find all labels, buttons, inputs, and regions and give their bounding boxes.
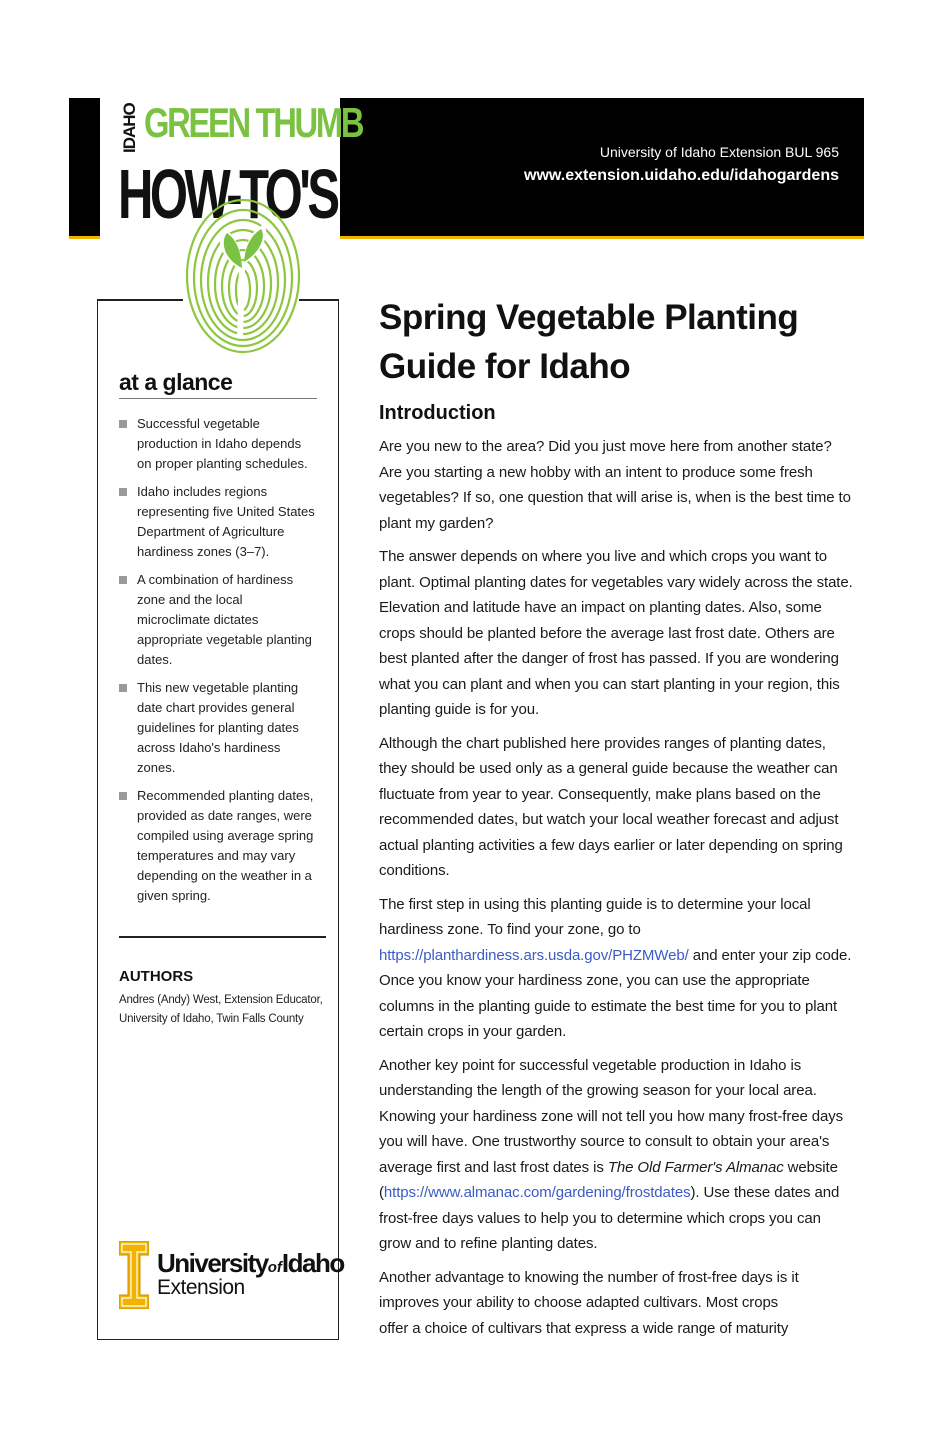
at-a-glance-heading: at a glance [119, 369, 233, 395]
list-item: Successful vegetable production in Idaho depends on proper planting schedules. [119, 414, 319, 474]
header-bar-left [69, 98, 100, 236]
university-name: UniversityofIdaho [157, 1248, 344, 1278]
paragraph: Although the chart published here provides ranges of planting dates, they should be used only as a general guide because the weather can fluctuate from year to year. Consequently, make plans based on the recommended dates, but watch your local weather forecast and adjust actual planting activities a few days earlier or later depending on spring conditions. [379, 734, 843, 879]
body-text [379, 434, 855, 1349]
list-item: Idaho includes regions representing five United States Department of Agriculture hardiness zones (3–7). [119, 482, 319, 562]
almanac-frost-dates-link[interactable]: https://www.almanac.com/gardening/frostdates [383, 1184, 691, 1201]
university-of-idaho-extension-logo [119, 1241, 344, 1311]
authors-text: Andres (Andy) West, Extension Educator, University of Idaho, Twin Falls County [119, 994, 323, 1025]
logo-howtos-text: HOW-TO'S [118, 155, 337, 233]
almanac-title: The Old Farmer's Almanac [607, 1158, 784, 1176]
sidebar-top-border-left [97, 299, 183, 301]
paragraph: Another key point for successful vegetable production in Idaho is understanding the length of the growing season for your local area. Knowing your hardiness zone will not tell you how many frost-free days you will have. One trustworthy source to consult to obtain your area's average first and last frost dates is The Old Farmer's Almanac website (https://www.almanac.com/gardening/frostdates). Use these dates and frost-free days values to help you to determine which crops you can grow and to refine planting dates. [379, 1056, 844, 1252]
list-item: A combination of hardiness zone and the local microclimate dictates appropriate vegetable planting dates. [119, 570, 319, 670]
list-item: This new vegetable planting date chart provides general guidelines for planting dates across Idaho's hardiness zones. [119, 678, 319, 778]
authors-heading: AUTHORS [119, 968, 194, 985]
header-url[interactable]: www.extension.uidaho.edu/idahogardens [524, 167, 839, 184]
bulletin-number: University of Idaho Extension BUL 965 [599, 144, 839, 160]
page-title: Spring Vegetable Planting Guide for Idaho [379, 298, 799, 386]
list-item: Recommended planting dates, provided as date ranges, were compiled using average spring temperatures and may vary depending on the weather in a given spring. [119, 786, 319, 906]
at-a-glance-list [119, 414, 319, 914]
square-bullet-icon [119, 420, 127, 428]
logo-green-thumb-text: GREEN THUMB [144, 99, 363, 146]
at-a-glance-rule [119, 398, 317, 399]
header-gold-rule-left [69, 236, 100, 239]
logo-idaho-text: IDAHO [120, 103, 139, 153]
square-bullet-icon [119, 792, 127, 800]
introduction-heading: Introduction [379, 402, 496, 424]
paragraph: Are you new to the area? Did you just move here from another state? Are you starting a new hobby with an intent to produce some fresh vegetables? If so, one question that will arise is, when is the best time to plant my garden? [379, 438, 851, 532]
square-bullet-icon [119, 576, 127, 584]
sidebar-top-border-right [299, 299, 339, 301]
idaho-i-icon [119, 1241, 149, 1309]
plant-hardiness-link[interactable]: https://planthardiness.ars.usda.gov/PHZMWeb/ [379, 946, 689, 964]
extension-label: Extension [157, 1276, 245, 1299]
header-gold-rule-right [340, 236, 864, 239]
square-bullet-icon [119, 488, 127, 496]
square-bullet-icon [119, 684, 127, 692]
paragraph: Another advantage to knowing the number of frost-free days is it improves your ability to choose adapted cultivars. Most crops offer a choice of cultivars that express a wide range of maturity [379, 1268, 799, 1337]
authors-rule [119, 936, 326, 938]
paragraph: The first step in using this planting guide is to determine your local hardiness zone. To find your zone, go to https://planthardiness.ars.usda.gov/PHZMWeb/ and enter your zip code. Once you know your hardiness zone, you can use the appropriate columns in the planting guide to estimate the best time for you to plant certain crops in your garden. [379, 895, 852, 1040]
paragraph: The answer depends on where you live and which crops you want to plant. Optimal planting dates for vegetables vary widely across the state. Elevation and latitude have an impact on planting dates. Also, some crops should be planted before the average last frost date. Others are best planted after the danger of frost has passed. If you are wondering what you can plant and when you can start planting in your region, this planting guide is for you. [379, 548, 853, 718]
